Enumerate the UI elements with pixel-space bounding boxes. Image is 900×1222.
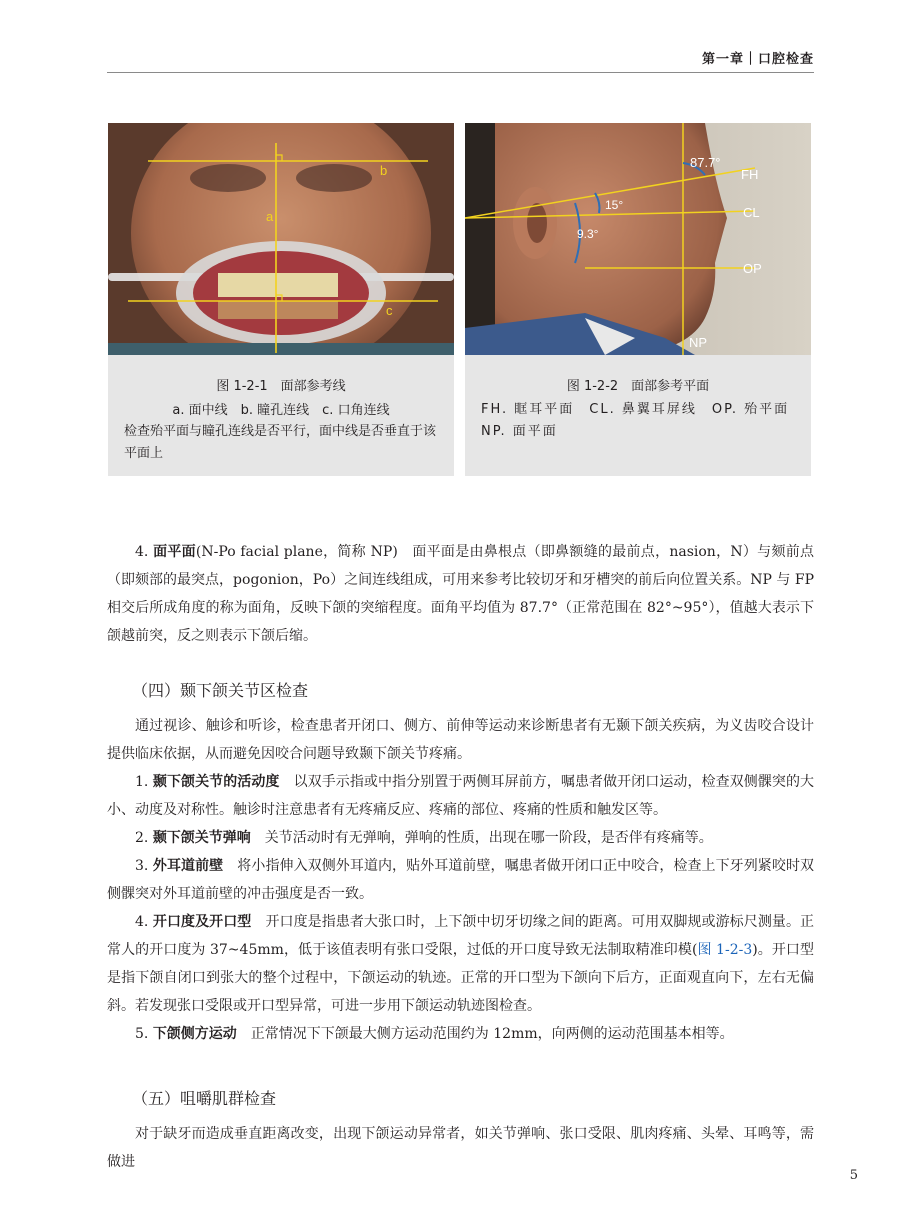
- label-angle-9: 9.3°: [577, 227, 599, 241]
- figure-1-title: 图 1-2-1 面部参考线: [216, 379, 346, 394]
- chapter-title: 第一章｜口腔检查: [701, 52, 814, 67]
- figure-1-legend: a. 面中线 b. 瞳孔连线 c. 口角连线: [172, 403, 390, 418]
- label-np: NP: [689, 335, 708, 350]
- item-1: 1. 颞下颌关节的活动度 以双手示指或中指分别置于两侧耳屏前方，嘱患者做开闭口运动，检查双侧髁突的大小、动度及对称性。触诊时注意患者有无疼痛反应、疼痛的部位、疼痛的性质和触发区等。: [107, 774, 815, 818]
- frontal-face-photo: [108, 123, 454, 355]
- item-4: 4. 开口度及开口型 开口度是指患者大张口时，上下颌中切牙切缘之间的距离。可用双脚规或游标尺测量。正常人的开口度为 37~45mm，低于该值表明有张口受限，过低的开口度导致无法制取精准印模(图 1-2-3)。开口型是指下颌自闭口到张大的整个过程中，下颌运动的轨迹。正常的开口型为下颌向下后方，正面观直向下，左右无偏斜。若发现张口受限或开口型异常，可进一步用下颌运动轨迹图检查。: [107, 914, 815, 1014]
- label-c: c: [386, 303, 393, 318]
- label-a: a: [266, 209, 274, 224]
- tmj-section-body: [107, 712, 814, 1048]
- figure-1-2-2: [465, 123, 811, 476]
- figure-2-description: FH. 眶耳平面 CL. 鼻翼耳屏线 OP. 殆平面 NP. 面平面: [481, 402, 805, 439]
- profile-face-photo: [465, 123, 811, 355]
- page-number: 5: [849, 1168, 858, 1183]
- section-heading-masticatory: （五）咀嚼肌群检查: [132, 1089, 277, 1108]
- label-fh: FH: [741, 167, 759, 182]
- label-angle-15: 15°: [605, 198, 624, 212]
- paragraph-facial-plane: 4. 面平面(N-Po facial plane，简称 NP) 面平面是由鼻根点（即鼻额缝的最前点，nasion，N）与颏前点（即颏部的最突点，pogonion，Po）之间连线组成，可用来参考比较切牙和牙槽突的前后向位置关系。NP 与 FP 相交后所成角度的称为面角，反映下颌的突缩程度。面角平均值为 87.7°（正常范围在 82°~95°），值越大表示下颌越前突，反之则表示下颌后缩。: [107, 544, 814, 644]
- label-angle-87: 87.7°: [690, 155, 721, 170]
- item-5: 5. 下颌侧方运动 正常情况下下颌最大侧方运动范围约为 12mm，向两侧的运动范围基本相等。: [135, 1026, 734, 1042]
- section-heading-tmj: （四）颞下颌关节区检查: [132, 681, 309, 700]
- figure-2-title: 图 1-2-2 面部参考平面: [566, 379, 710, 394]
- label-op: OP: [743, 261, 762, 276]
- tmj-intro: 通过视诊、触诊和听诊，检查患者开闭口、侧方、前伸等运动来诊断患者有无颞下颌关疾病，为义齿咬合设计提供临床依据，从而避免因咬合问题导致颞下颌关节疼痛。: [107, 718, 814, 762]
- figure-1-description: 检查殆平面与瞳孔连线是否平行，面中线是否垂直于该平面上: [124, 424, 437, 461]
- figure-reference-link[interactable]: 图 1-2-3: [697, 942, 753, 958]
- masticatory-paragraph: 对于缺牙而造成垂直距离改变，出现下颌运动异常者，如关节弹响、张口受限、肌肉疼痛、头晕、耳鸣等，需做进: [107, 1126, 814, 1170]
- running-header: [107, 44, 814, 73]
- item-2: 2. 颞下颌关节弹响 关节活动时有无弹响，弹响的性质，出现在哪一阶段，是否伴有疼痛等。: [135, 830, 713, 846]
- masticatory-section-body: [107, 1120, 814, 1176]
- label-cl: CL: [743, 205, 760, 220]
- label-b: b: [380, 163, 388, 178]
- term-facial-plane: 面平面: [153, 544, 196, 560]
- figure-1-2-1: [108, 123, 454, 476]
- item-3: 3. 外耳道前壁 将小指伸入双侧外耳道内，贴外耳道前壁，嘱患者做开闭口正中咬合，检查上下牙列紧咬时双侧髁突对外耳道前壁的冲击强度是否一致。: [107, 858, 815, 902]
